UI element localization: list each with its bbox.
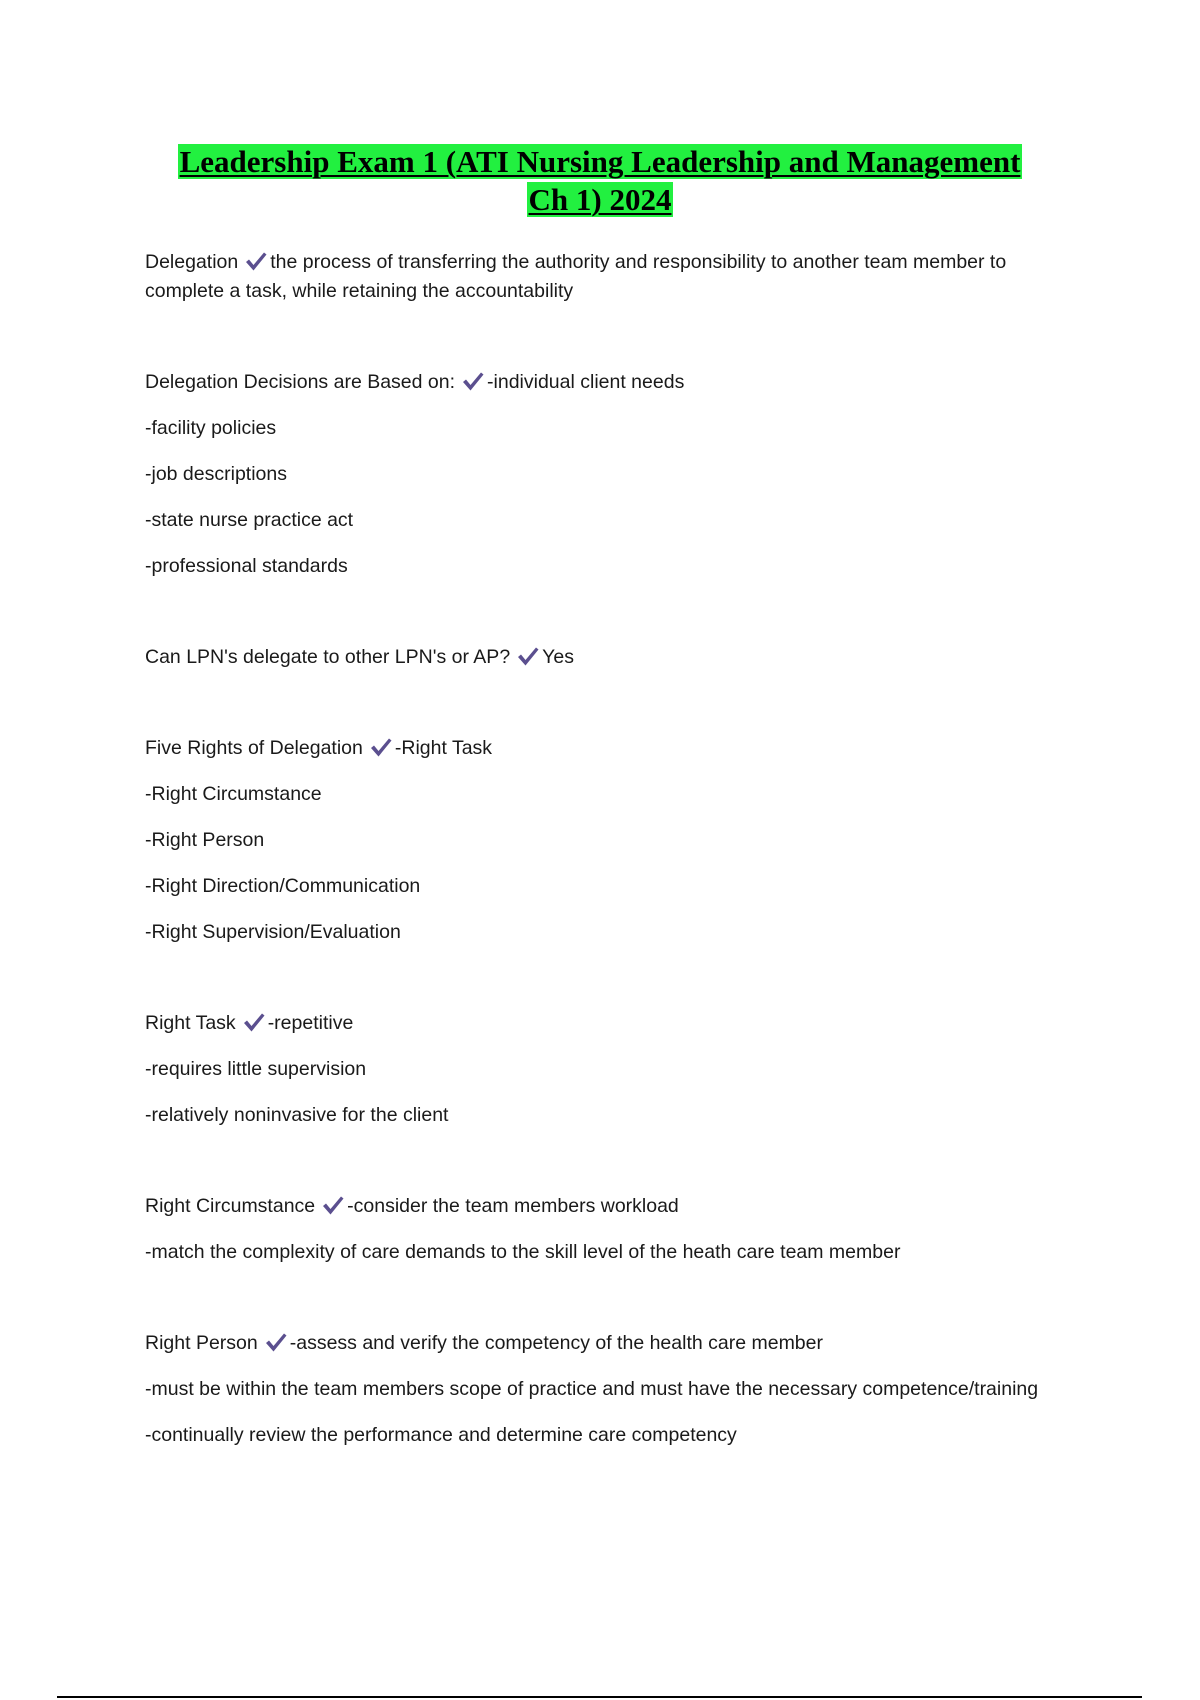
flashcard-answer-line: -requires little supervision — [145, 1058, 367, 1080]
flashcard-answer: -assess and verify the competency of the health care member — [289, 1332, 823, 1354]
flashcard-answer-line: -must be within the team members scope of practice and must have the necessary competence/training — [145, 1378, 1039, 1400]
flashcard-list — [145, 248, 1045, 1512]
page-bottom-rule — [57, 1696, 1142, 1698]
flashcard-question-line — [145, 248, 1045, 306]
title-line-2: Ch 1) 2024 — [528, 182, 672, 217]
check-mark-icon — [242, 1011, 266, 1033]
flashcard-question-line — [145, 734, 1045, 763]
flashcard-answer-line: -professional standards — [145, 555, 348, 577]
check-mark-icon — [244, 250, 268, 272]
flashcard-term: Delegation Decisions are Based on: — [145, 371, 456, 393]
flashcard-entry — [145, 643, 1045, 672]
flashcard-answer: Yes — [542, 646, 574, 668]
flashcard-question-line — [145, 1192, 1045, 1221]
flashcard-entry — [145, 368, 1045, 581]
flashcard-answer-line: -Right Supervision/Evaluation — [145, 921, 401, 943]
flashcard-question-line — [145, 1329, 1045, 1358]
flashcard-answer-line: -Right Direction/Communication — [145, 875, 421, 897]
flashcard-entry — [145, 1329, 1045, 1450]
flashcard-answer-line: -Right Circumstance — [145, 783, 322, 805]
flashcard-term: Five Rights of Delegation — [145, 737, 363, 759]
flashcard-answer-line: -relatively noninvasive for the client — [145, 1104, 449, 1126]
check-mark-icon — [369, 736, 393, 758]
document-title — [140, 143, 1060, 219]
flashcard-answer: -Right Task — [394, 737, 493, 759]
flashcard-answer: -repetitive — [267, 1012, 354, 1034]
flashcard-answer: -individual client needs — [487, 371, 685, 393]
flashcard-term: Right Task — [145, 1012, 236, 1034]
flashcard-term: Delegation — [145, 251, 239, 273]
flashcard-entry — [145, 1192, 1045, 1267]
flashcard-answer: the process of transferring the authority and responsibility to another team member to complete a task, while retaining the accountability — [145, 251, 1007, 302]
title-line-1: Leadership Exam 1 (ATI Nursing Leadership and Management — [179, 144, 1021, 179]
flashcard-term: Right Circumstance — [145, 1195, 316, 1217]
flashcard-entry — [145, 248, 1045, 306]
check-mark-icon — [461, 370, 485, 392]
flashcard-answer-line: -continually review the performance and determine care competency — [145, 1424, 737, 1446]
flashcard-answer: -consider the team members workload — [347, 1195, 679, 1217]
flashcard-entry — [145, 734, 1045, 947]
check-mark-icon — [264, 1331, 288, 1353]
check-mark-icon — [321, 1194, 345, 1216]
flashcard-term: Can LPN's delegate to other LPN's or AP? — [145, 646, 511, 668]
flashcard-answer-line: -facility policies — [145, 417, 277, 439]
flashcard-answer-line: -Right Person — [145, 829, 265, 851]
check-mark-icon — [516, 645, 540, 667]
flashcard-answer-line: -match the complexity of care demands to the skill level of the heath care team member — [145, 1241, 901, 1263]
flashcard-answer-line: -state nurse practice act — [145, 509, 354, 531]
flashcard-question-line — [145, 368, 1045, 397]
flashcard-answer-line: -job descriptions — [145, 463, 287, 485]
flashcard-term: Right Person — [145, 1332, 258, 1354]
flashcard-question-line — [145, 643, 1045, 672]
flashcard-entry — [145, 1009, 1045, 1130]
flashcard-question-line — [145, 1009, 1045, 1038]
